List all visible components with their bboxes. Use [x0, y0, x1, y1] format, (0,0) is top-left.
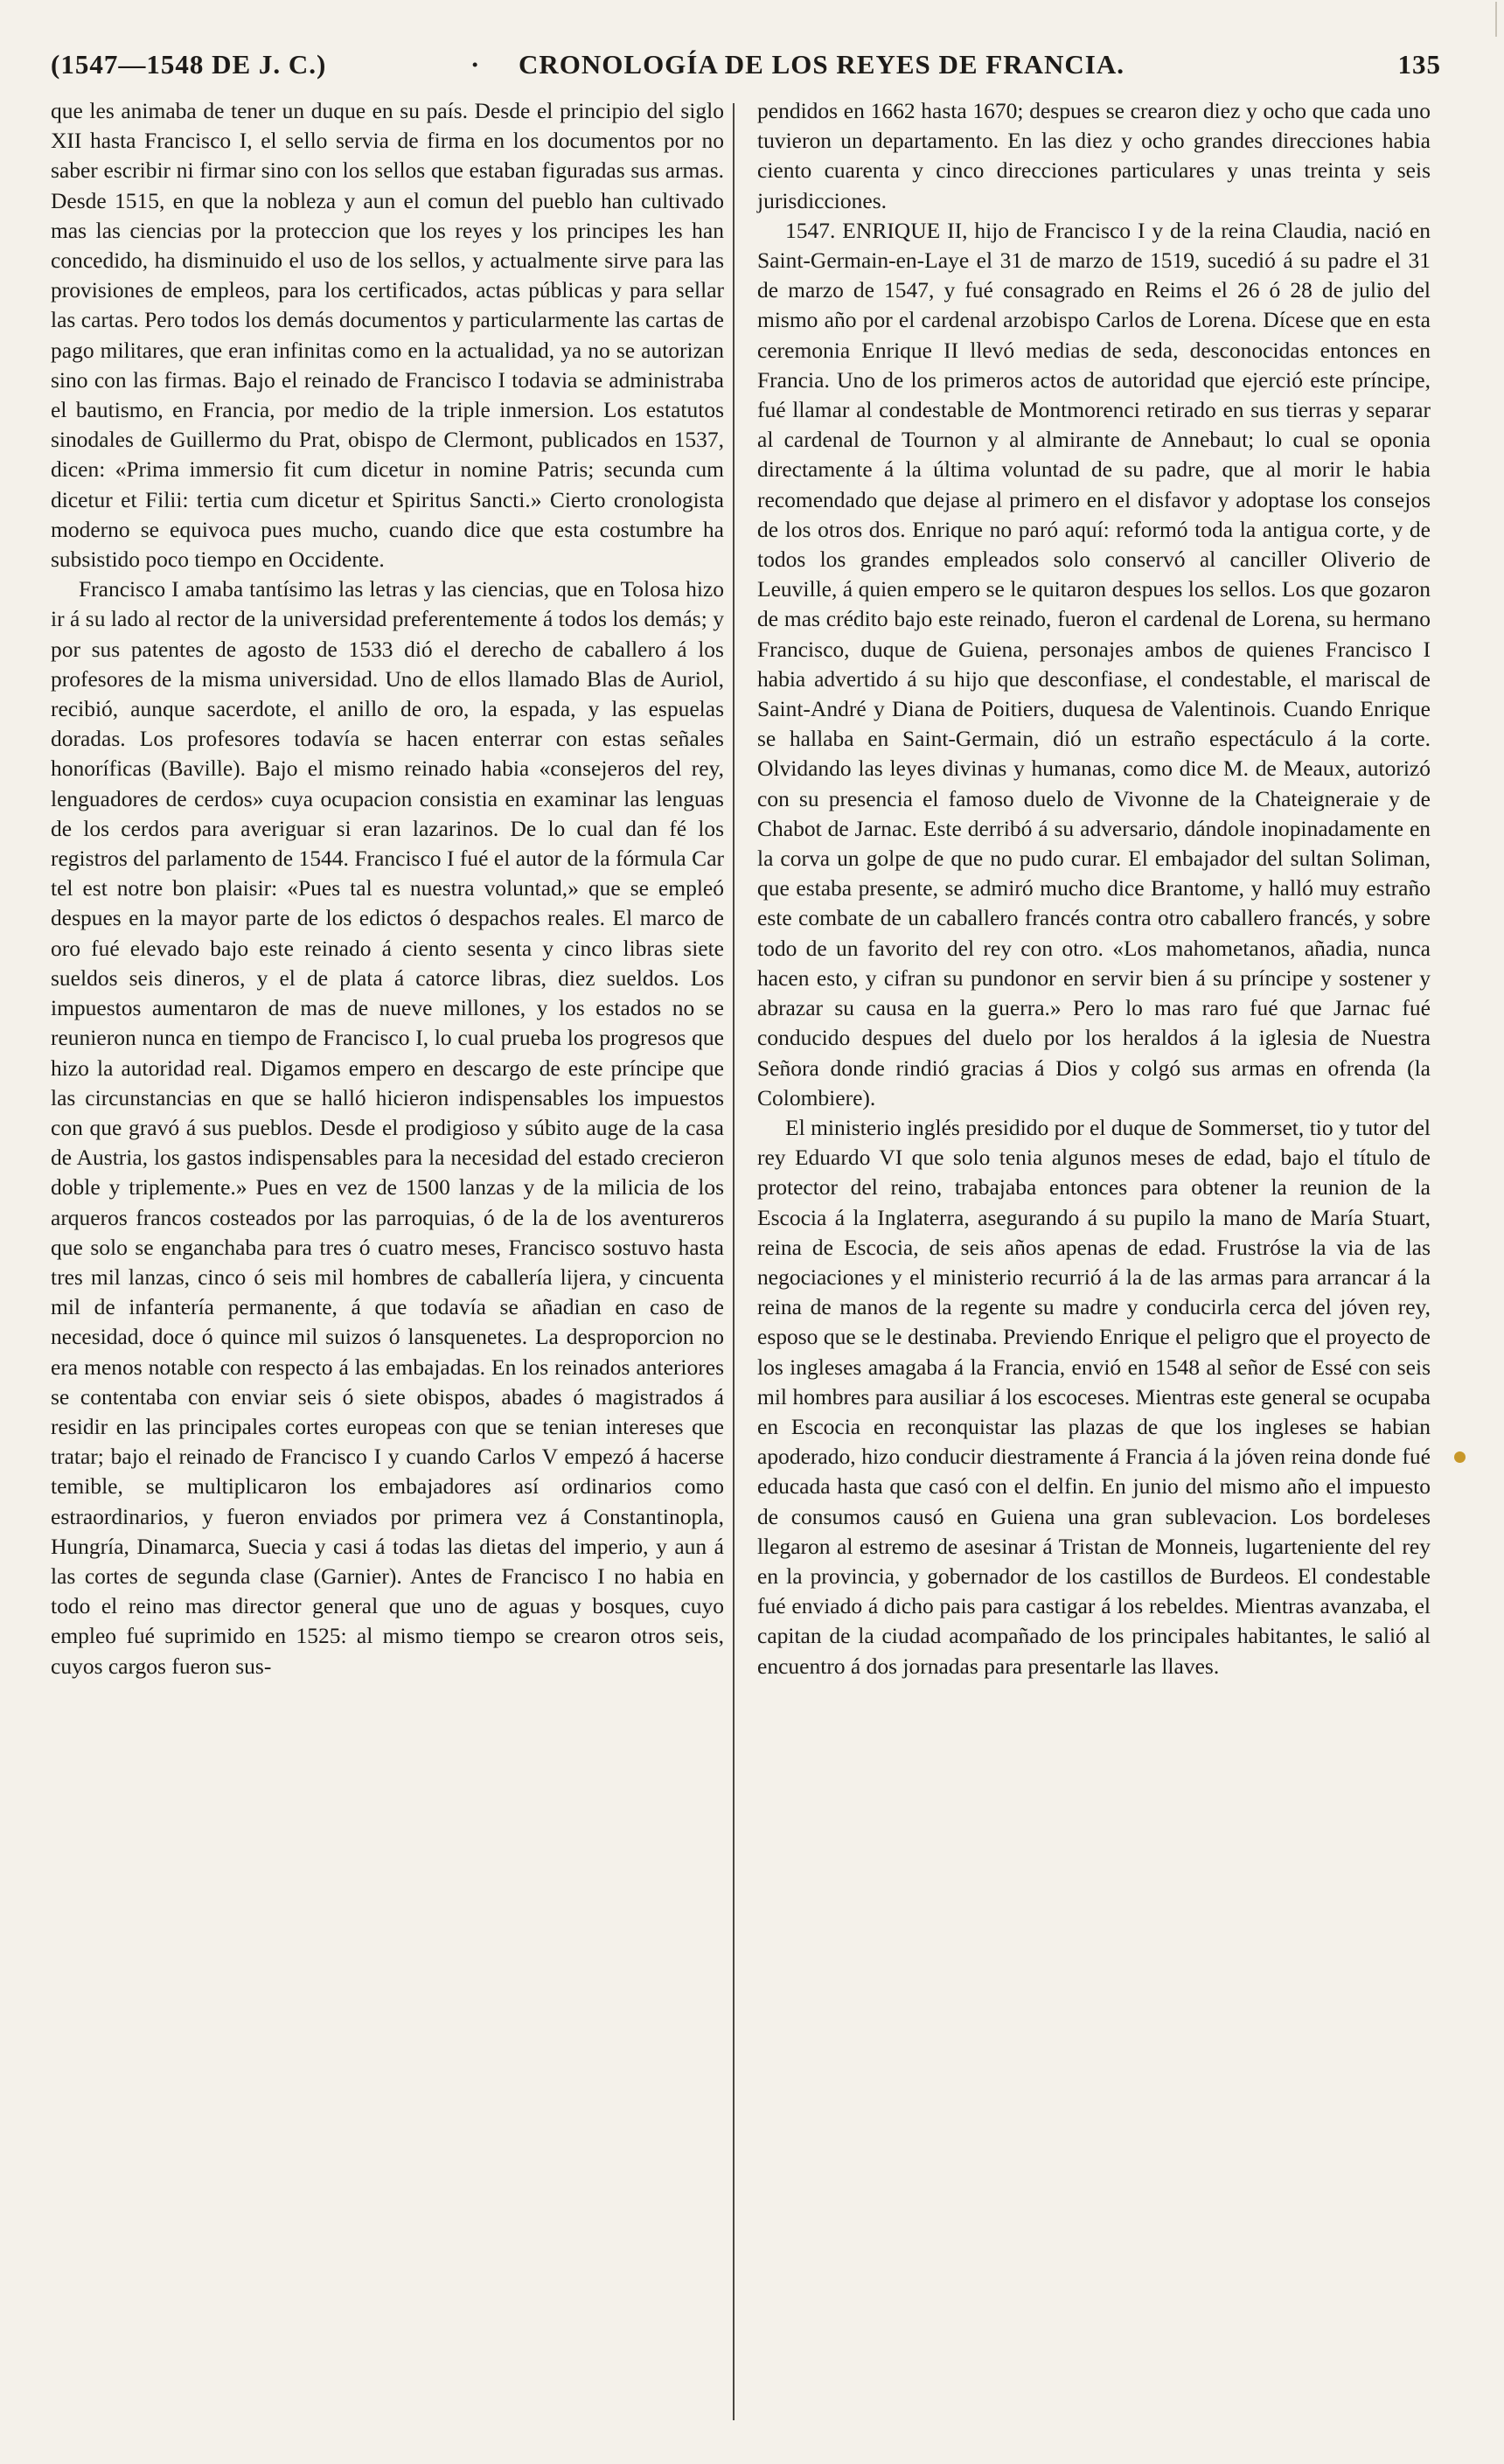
right-column — [757, 96, 1431, 1681]
right-paragraph-1: pendidos en 1662 hasta 1670; despues se crearon diez y ocho que cada uno tuvieron un departamento. En las diez y ocho grandes direcciones habia ciento cuarenta y cinco direcciones particulares y unas treinta y seis jurisdicciones. — [757, 98, 1431, 213]
header-separator-dot: · — [470, 49, 481, 80]
left-paragraph-2: Francisco I amaba tantísimo las letras y las ciencias, que en Tolosa hizo ir á su lado al rector de la universidad preferentemente á todos los demás; y por sus patentes de agosto de 1533 dió el derecho de caballero á los profesores de la misma universidad. Uno de ellos llamado Blas de Auriol, recibió, aunque sacerdote, el anillo de oro, la espada, y las espuelas doradas. Los profesores todavía se hacen enterrar con estas señales honoríficas (Baville). Bajo el mismo reinado habia «consejeros del rey, lenguadores de cerdos» cuya ocupacion consistia en examinar las lenguas de los cerdos para averiguar si eran lazarinos. De lo cual dan fé los registros del parlamento de 1544. Francisco I fué el autor de la fórmula Car tel est notre bon plaisir: «Pues tal es nuestra voluntad,» que se empleó despues en la mayor parte de los edictos ó despachos reales. El marco de oro fué elevado bajo este reinado á ciento sesenta y cinco libras siete sueldos seis dineros, y el de plata á catorce libras, diez sueldos. Los impuestos aumentaron de mas de nueve millones, y los estados no se reunieron nunca en tiempo de Francisco I, lo cual prueba los progresos que hizo la autoridad real. Digamos empero en descargo de este príncipe que las circunstancias en que se halló hicieron indispensables los impuestos con que gravó á sus pueblos. Desde el prodigioso y súbito auge de la casa de Austria, los gastos indispensables para la necesidad del estado crecieron doble y triplemente.» Pues en vez de 1500 lanzas y de la milicia de los arqueros francos costeados por las parroquias, ó de la de los aventureros que solo se enganchaba para tres ó cuatro meses, Francisco sostuvo hasta tres mil lanzas, cinco ó seis mil hombres de caballería lijera, y cincuenta mil de infantería permanente, á que todavía se añadian en caso de necesidad, doce ó quince mil suizos ó lansquenetes. La desproporcion no era menos notable con respecto á las embajadas. En los reinados anteriores se contentaba con enviar seis ó siete obispos, abades ó magistrados á residir en las principales cortes europeas con que se tenian intereses que tratar; bajo el reinado de Francisco I y cuando Carlos V empezó á hacerse temible, se multiplicaron los embajadores así ordinarios como estraordinarios, y fueron enviados por primera vez á Constantinopla, Hungría, Dinamarca, Suecia y casi á todas las dietas del imperio, y aun á las cortes de segunda clase (Garnier). Antes de Francisco I no habia en todo el reino mas director general que uno de aguas y bosques, cuyo empleo fué suprimido en 1525: al mismo tiempo se crearon otros seis, cuyos cargos fueron sus- — [51, 576, 724, 1679]
header-date-range: (1547—1548 DE J. C.) — [51, 49, 327, 80]
page-number: 135 — [1397, 49, 1441, 80]
page-title: CRONOLOGÍA DE LOS REYES DE FRANCIA. — [519, 49, 1125, 80]
page-edge-mark — [1495, 2, 1497, 37]
page-header — [51, 49, 1441, 89]
left-paragraph-1: que les animaba de tener un duque en su país. Desde el principio del siglo XII hasta Francisco I, el sello servia de firma en los documentos por no saber escribir ni firmar sino con los sellos que estaban figuradas sus armas. Desde 1515, en que la nobleza y aun el comun del pueblo han cultivado mas las ciencias por la proteccion que los reyes y los principes les han concedido, ha disminuido el uso de los sellos, y actualmente sirve para las provisiones de empleos, para los certificados, actas públicas y para sellar las cartas. Pero todos los demás documentos y particularmente las cartas de pago militares, que eran infinitas como en la actualidad, ya no se autorizan sino con las firmas. Bajo el reinado de Francisco I todavia se administraba el bautismo, en Francia, por medio de la triple inmersion. Los estatutos sinodales de Guillermo du Prat, obispo de Clermont, publicados en 1537, dicen: «Prima immersio fit cum dicetur in nomine Patris; secunda cum dicetur et Filii: tertia cum dicetur et Spiritus Sancti.» Cierto cronologista moderno se equivoca pues mucho, cuando dice que esta costumbre ha subsistido poco tiempo en Occidente. — [51, 98, 724, 573]
margin-dot — [1454, 1451, 1466, 1463]
column-divider — [733, 103, 735, 2420]
right-paragraph-3: El ministerio inglés presidido por el duque de Sommerset, tio y tutor del rey Eduardo VI que solo tenia algunos meses de edad, bajo el título de protector del reino, trabajaba entonces para obtener la reunion de la Escocia á la Inglaterra, asegurando á su pupilo la mano de María Stuart, reina de Escocia, de seis años apenas de edad. Frustróse la via de las negociaciones y el ministerio recurrió á la de las armas para arrancar á la reina de manos de la regente su madre y conducirla cerca del jóven rey, esposo que se le destinaba. Previendo Enrique el peligro que el proyecto de los ingleses amagaba á la Francia, envió en 1548 al señor de Essé con seis mil hombres para ausiliar á los escoceses. Mientras este general se ocupaba en Escocia en reconquistar las plazas de que los ingleses se habian apoderado, hizo conducir diestramente á Francia á la jóven reina donde fué educada hasta que casó con el delfin. En junio del mismo año el impuesto de consumos causó en Guiena una gran sublevacion. Los bordeleses llegaron al estremo de asesinar á Tristan de Monneis, lugarteniente del rey en la provincia, y gobernador de los castillos de Burdeos. El condestable fué enviado á dicho pais para castigar á los rebeldes. Mientras avanzaba, el capitan de la ciudad acompañado de los principales habitantes, le salió al encuentro á dos jornadas para presentarle las llaves. — [757, 1114, 1431, 1679]
right-paragraph-2: 1547. ENRIQUE II, hijo de Francisco I y de la reina Claudia, nació en Saint-Germain-en-Laye el 31 de marzo de 1519, sucedió á su padre el 31 de marzo de 1547, y fué consagrado en Reims el 26 ó 28 de julio del mismo año por el cardenal arzobispo Carlos de Lorena. Dícese que en esta ceremonia Enrique II llevó medias de seda, desconocidas entonces en Francia. Uno de los primeros actos de autoridad que ejerció este príncipe, fué llamar al condestable de Montmorenci retirado en sus tierras y separar al cardenal de Tournon y al almirante de Annebaut; lo cual se oponia directamente á la última voluntad de su padre, que al morir le habia recomendado que dejase al primero en el disfavor y adoptase los consejos de los otros dos. Enrique no paró aquí: reformó toda la antigua corte, y de todos los grandes empleados solo conservó al canciller Oliverio de Leuville, á quien empero se le quitaron despues los sellos. Los que gozaron de mas crédito bajo este reinado, fueron el cardenal de Lorena, su hermano Francisco, duque de Guiena, personajes ambos de quienes Francisco I habia advertido á su hijo que desconfiase, el condestable, el mariscal de Saint-André y Diana de Poitiers, duquesa de Valentinois. Cuando Enrique se hallaba en Saint-Germain, dió un estraño espectáculo á la corte. Olvidando las leyes divinas y humanas, como dice M. de Meaux, autorizó con su presencia el famoso duelo de Vivonne de la Chateigneraie y de Chabot de Jarnac. Este derribó á su adversario, dándole inopinadamente en la corva un golpe de que no pudo curar. El embajador del sultan Soliman, que estaba presente, se admiró mucho dice Brantome, y halló muy estraño este combate de un caballero francés contra otro caballero francés, y sobre todo de un favorito del rey con otro. «Los mahometanos, añadia, nunca hacen esto, y cifran su pundonor en servir bien á su príncipe y sostener y abrazar su causa en la guerra.» Pero lo mas raro fué que Jarnac fué conducido despues del duelo por los heraldos á la iglesia de Nuestra Señora donde rindió gracias á Dios y colgó sus armas en ofrenda (la Colombiere). — [757, 217, 1431, 1110]
left-column — [51, 96, 724, 1681]
